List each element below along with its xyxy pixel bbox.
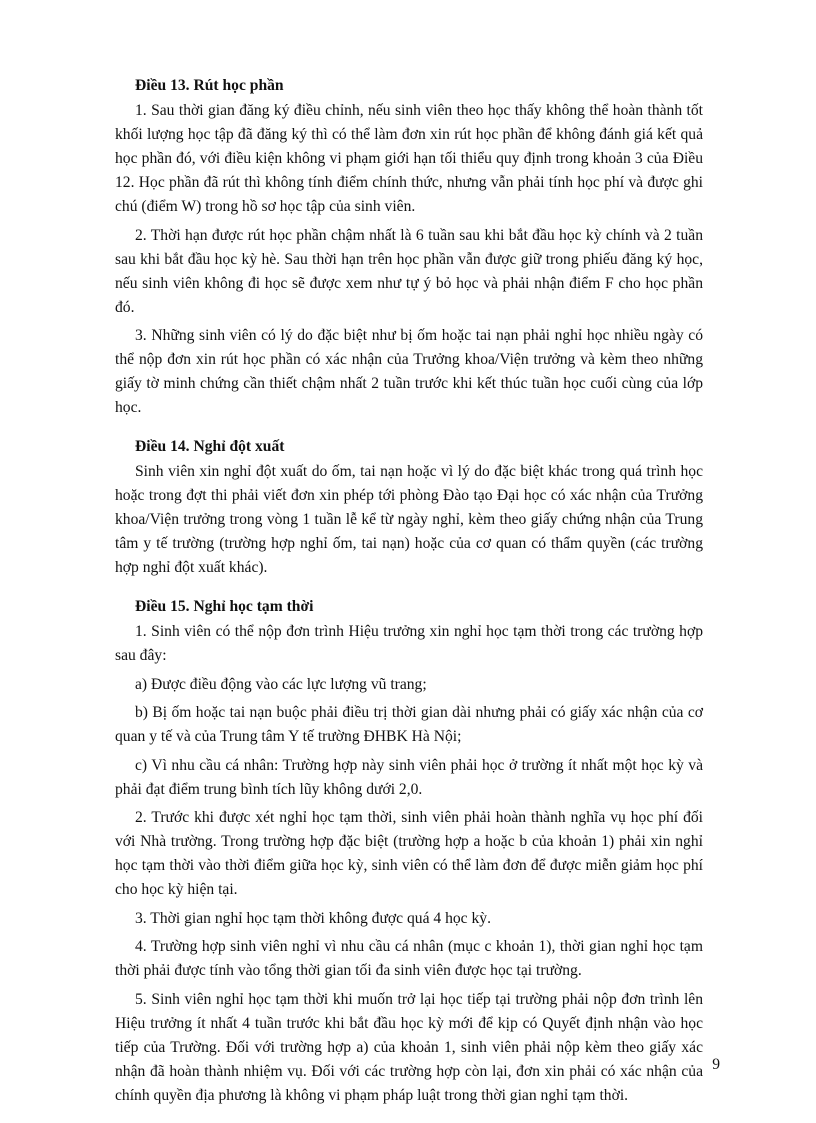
paragraph: 3. Thời gian nghỉ học tạm thời không được quá 4 học kỳ. [135, 909, 491, 927]
paragraph: 5. Sinh viên nghỉ học tạm thời khi muốn trở lại học tiếp tại trường phải nộp đơn trình lên Hiệu trưởng ít nhất 4 tuần trước khi bắt đầu học kỳ mới để kịp có Quyết định nhận vào học tiếp của Trường. Đối với trường hợp a) của khoản 1, sinh viên phải nộp kèm theo giấy xác nhận đã hoàn thành nhiệm vụ. Đối với các trường hợp còn lại, đơn xin phải có xác nhận của chính quyền địa phương là không vi phạm pháp luật trong thời gian nghỉ tạm thời. [115, 990, 703, 1104]
paragraph: a) Được điều động vào các lực lượng vũ trang; [135, 675, 427, 693]
paragraph: 2. Trước khi được xét nghỉ học tạm thời, sinh viên phải hoàn thành nghĩa vụ học phí đối với Nhà trường. Trong trường hợp đặc biệt (trường hợp a hoặc b của khoản 1) phải xin nghỉ học tạm thời vào thời điểm giữa học kỳ, sinh viên có thể làm đơn để được miễn giảm học phí cho học kỳ hiện tại. [115, 809, 703, 898]
paragraph: 2. Thời hạn được rút học phần chậm nhất là 6 tuần sau khi bắt đầu học kỳ chính và 2 tuần sau khi bắt đầu học kỳ hè. Sau thời hạn trên học phần vẫn được giữ trong phiếu đăng ký học, nếu sinh viên không đi học sẽ được xem như tự ý bỏ học và phải nhận điểm F cho học phần đó. [115, 226, 703, 316]
page-number: 9 [712, 1056, 720, 1073]
document-page [115, 74, 703, 1123]
paragraph: c) Vì nhu cầu cá nhân: Trường hợp này sinh viên phải học ở trường ít nhất một học kỳ và phải đạt điểm trung bình tích lũy không dưới 2,0. [115, 756, 703, 798]
paragraph: 1. Sau thời gian đăng ký điều chỉnh, nếu sinh viên theo học thấy không thể hoàn thành tốt khối lượng học tập đã đăng ký thì có thể làm đơn xin rút học phần để không đánh giá kết quả học phần đó, với điều kiện không vi phạm giới hạn tối thiểu quy định trong khoản 3 của Điều 12. Học phần đã rút thì không tính điểm chính thức, nhưng vẫn phải tính học phí và được ghi chú (điểm W) trong hồ sơ học tập của sinh viên. [115, 102, 703, 215]
section-heading: Điều 14. Nghỉ đột xuất [135, 438, 285, 455]
paragraph: 4. Trường hợp sinh viên nghỉ vì nhu cầu cá nhân (mục c khoản 1), thời gian nghỉ học tạm thời phải được tính vào tổng thời gian tối đa sinh viên được học tại trường. [115, 938, 703, 979]
paragraph: b) Bị ốm hoặc tai nạn buộc phải điều trị thời gian dài nhưng phải có giấy xác nhận của cơ quan y tế và của Trung tâm Y tế trường ĐHBK Hà Nội; [115, 704, 703, 745]
section-dieu-14 [115, 435, 703, 580]
paragraph: 3. Những sinh viên có lý do đặc biệt như bị ốm hoặc tai nạn phải nghỉ học nhiều ngày có thể nộp đơn xin rút học phần có xác nhận của Trưởng khoa/Viện trưởng và kèm theo những giấy tờ minh chứng cần thiết chậm nhất 2 tuần trước khi kết thúc tuần học cuối cùng của lớp học. [115, 327, 703, 416]
section-heading: Điều 13. Rút học phần [135, 77, 284, 94]
section-dieu-13 [115, 74, 703, 420]
section-heading: Điều 15. Nghỉ học tạm thời [135, 598, 314, 615]
section-dieu-15 [115, 595, 703, 1108]
paragraph: 1. Sinh viên có thể nộp đơn trình Hiệu trưởng xin nghỉ học tạm thời trong các trường hợp sau đây: [115, 623, 703, 664]
paragraph: Sinh viên xin nghỉ đột xuất do ốm, tai nạn hoặc vì lý do đặc biệt khác trong quá trình học hoặc trong đợt thi phải viết đơn xin phép tới phòng Đào tạo Đại học có xác nhận của Trưởng khoa/Viện trưởng trong vòng 1 tuần lễ kể từ ngày nghỉ, kèm theo giấy chứng nhận của Trung tâm y tế trường (trường hợp nghỉ ốm, tai nạn) hoặc của cơ quan có thẩm quyền (các trường hợp nghỉ đột xuất khác). [115, 463, 703, 576]
